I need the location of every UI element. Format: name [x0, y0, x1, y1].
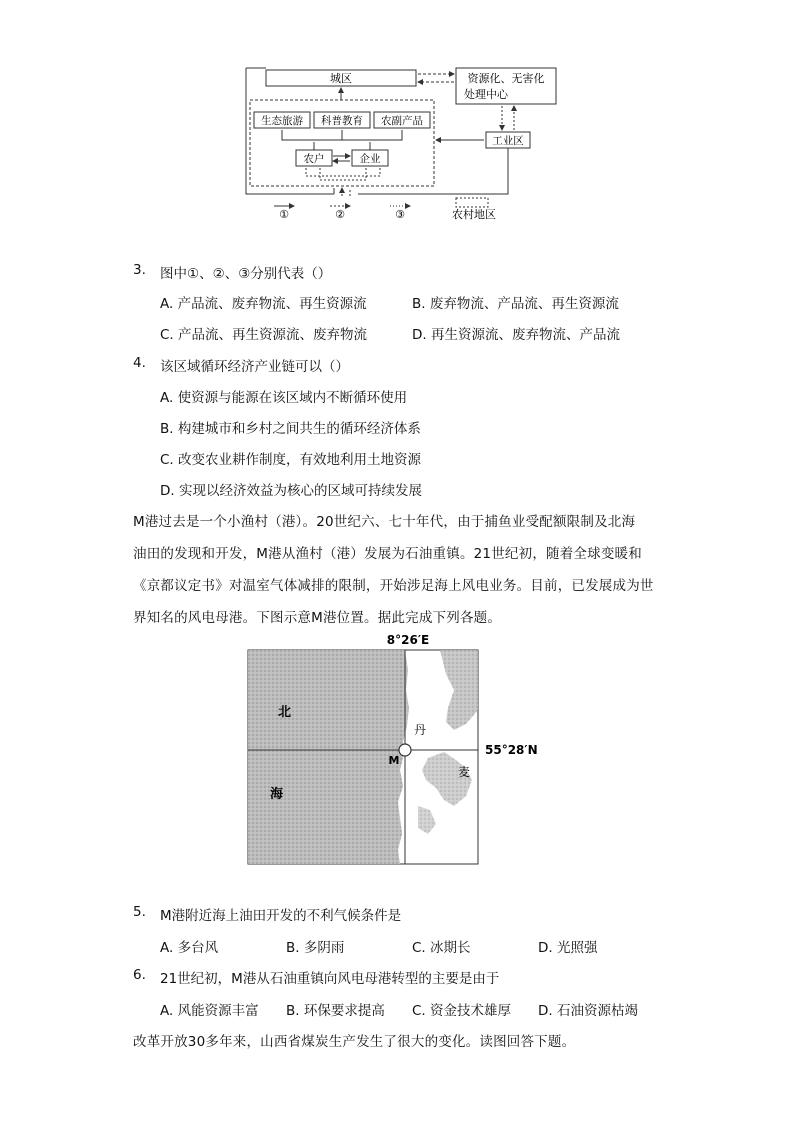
q5-text: M港附近海上油田开发的不利气候条件是 [160, 908, 402, 924]
enterprise-label: 企业 [359, 153, 381, 165]
sci-edu-label: 科普教育 [321, 115, 363, 127]
closing-line: 改革开放30多年来，山西省煤炭生产发生了很大的变化。读图回答下题。 [133, 1034, 576, 1050]
industry-label: 工业区 [492, 135, 524, 147]
q3-option-d: D. 再生资源流、废弃物流、产品流 [412, 327, 620, 343]
q3-option-c: C. 产品流、再生资源流、废弃物流 [160, 327, 368, 343]
q3-option-b: B. 废弃物流、产品流、再生资源流 [412, 296, 619, 312]
passage-line-2: 油田的发现和开发，M港从渔村（港）发展为石油重镇。21世纪初，随着全球变暖和 [133, 546, 642, 562]
center-label-1: 资源化、无害化 [467, 72, 545, 85]
q4-text: 该区域循环经济产业链可以（） [160, 359, 349, 375]
legend-1: ① [279, 208, 289, 221]
city-label: 城区 [330, 72, 352, 85]
circular-economy-diagram [230, 60, 570, 230]
legend-rural: 农村地区 [452, 208, 496, 221]
q5-option-a: A. 多台风 [160, 940, 219, 956]
q3-number: 3. [133, 262, 146, 278]
map-latitude-label: 55°28′N [485, 743, 538, 757]
q6-option-b: B. 环保要求提高 [286, 1003, 385, 1019]
q6-number: 6. [133, 967, 146, 983]
q6-option-a: A. 风能资源丰富 [160, 1003, 259, 1019]
m-port-map [240, 630, 560, 870]
q6-option-d: D. 石油资源枯竭 [538, 1003, 638, 1019]
q6-text: 21世纪初，M港从石油重镇向风电母港转型的主要是由于 [160, 971, 500, 987]
q4-option-a: A. 使资源与能源在该区域内不断循环使用 [160, 390, 408, 406]
passage-line-4: 界知名的风电母港。下图示意M港位置。据此完成下列各题。 [133, 610, 502, 626]
q5-option-d: D. 光照强 [538, 940, 598, 956]
passage-line-3: 《京都议定书》对温室气体减排的限制，开始涉足海上风电业务。目前，已发展成为世 [133, 578, 654, 594]
label-mai: 麦 [458, 765, 471, 779]
q3-option-a: A. 产品流、废弃物流、再生资源流 [160, 296, 367, 312]
q6-option-c: C. 资金技术雄厚 [412, 1003, 512, 1019]
m-port-marker [399, 744, 411, 756]
north-sea-area [248, 650, 409, 864]
passage-line-1: M港过去是一个小渔村（港）。20世纪六、七十年代，由于捕鱼业受配额限制及北海 [133, 514, 636, 530]
q5-option-c: C. 冰期长 [412, 940, 471, 956]
map-longitude-label: 8°26′E [386, 633, 430, 647]
center-label-2: 处理中心 [464, 88, 508, 101]
q3-text: 图中①、②、③分别代表（） [160, 266, 332, 282]
agri-prod-label: 农副产品 [381, 115, 423, 127]
q5-number: 5. [133, 904, 146, 920]
label-bei: 北 [278, 705, 292, 720]
label-dan: 丹 [414, 723, 427, 737]
farmer-label: 农户 [303, 153, 325, 165]
q5-option-b: B. 多阴雨 [286, 940, 345, 956]
q4-option-c: C. 改变农业耕作制度，有效地利用土地资源 [160, 452, 422, 468]
legend-2: ② [335, 208, 345, 221]
m-port-label: M [388, 754, 400, 767]
label-hai: 海 [270, 787, 284, 802]
eco-tour-label: 生态旅游 [261, 115, 303, 127]
q4-option-b: B. 构建城市和乡村之间共生的循环经济体系 [160, 421, 421, 437]
q4-option-d: D. 实现以经济效益为核心的区域可持续发展 [160, 483, 422, 499]
legend-3: ③ [395, 208, 405, 221]
q4-number: 4. [133, 355, 146, 371]
